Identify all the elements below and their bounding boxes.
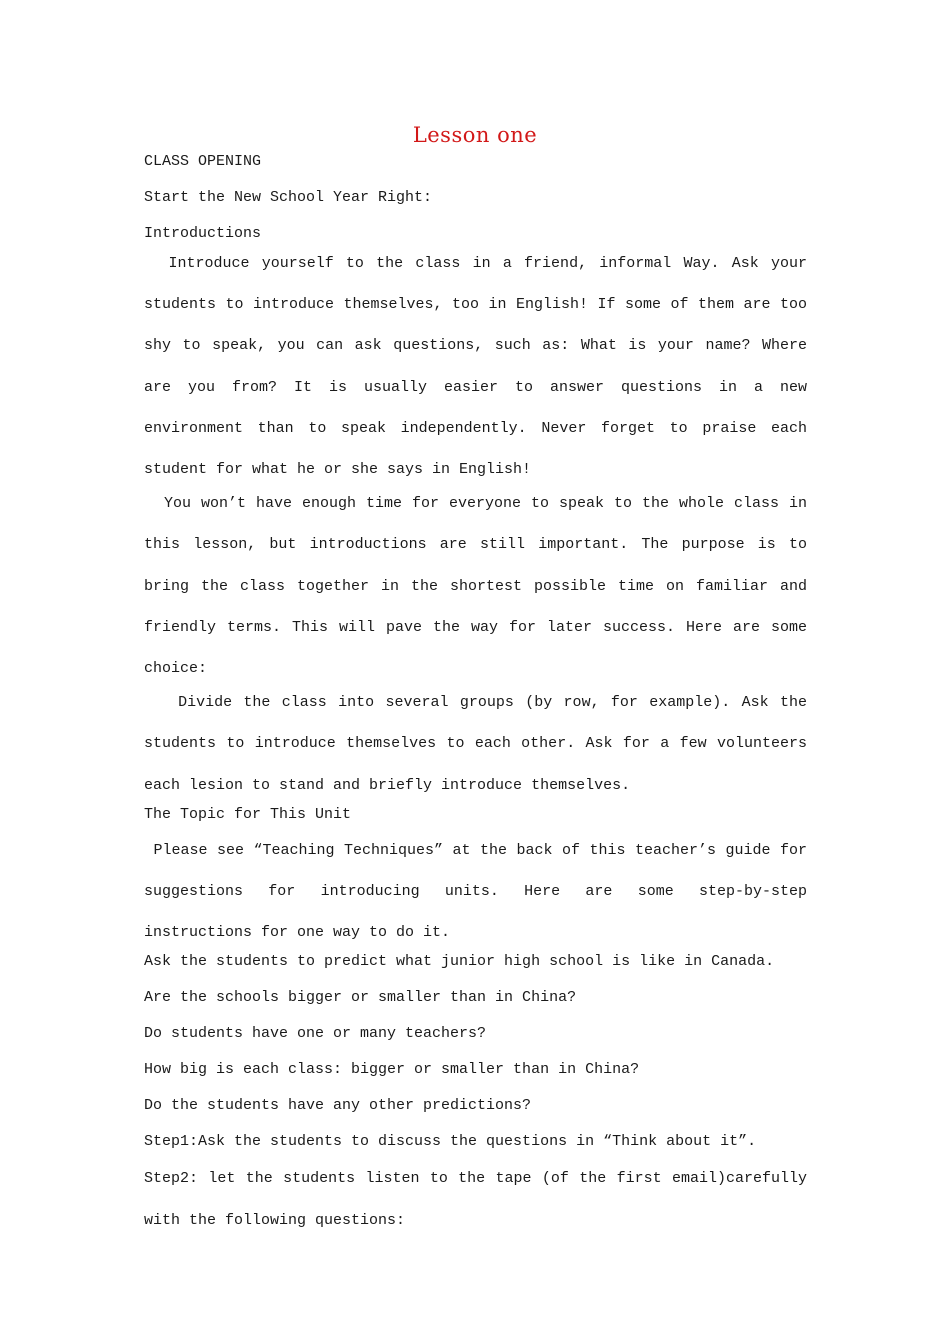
time-paragraph: You won’t have enough time for everyone to speak to the whole class in this lesson, but introductions are still important. The purpose is to bring the class together in the shortest possible time on familiar and friendly terms. This will pave the way for later success. Here are some choice: xyxy=(144,495,817,678)
introductions-heading: Introductions xyxy=(144,225,262,242)
teachers-line: Do students have one or many teachers? xyxy=(144,1025,487,1043)
step2-paragraph: Step2: let the students listen to the tape (of the first email)carefully with the following questions: xyxy=(144,1170,807,1229)
class-size-line: How big is each class: bigger or smaller than in China? xyxy=(144,1061,640,1079)
predict-line: Ask the students to predict what junior high school is like in Canada. xyxy=(144,953,775,971)
divide-paragraph: Divide the class into several groups (by row, for example). Ask the students to introduce themselves to each other. Ask for a few volunteers each lesion to stand and briefly introduce themselves. xyxy=(144,694,817,794)
step1-line: Step1:Ask the students to discuss the questions in “Think about it”. xyxy=(144,1133,757,1151)
document-body xyxy=(144,152,817,1245)
other-predictions-line: Do the students have any other predictions? xyxy=(144,1097,532,1115)
lesson-title: Lesson one xyxy=(412,123,538,147)
see-paragraph: Please see “Teaching Techniques” at the back of this teacher’s guide for suggestions for introducing units. Here are some step-by-step instructions for one way to do it. xyxy=(144,841,817,942)
topic-heading: The Topic for This Unit xyxy=(144,805,352,823)
schools-line: Are the schools bigger or smaller than in China? xyxy=(144,989,577,1007)
introduce-paragraph: Introduce yourself to the class in a friend, informal Way. Ask your students to introduce themselves, too in English! If some of them are too shy to speak, you can ask questions, such as: What is your name? Where are you from? It is usually easier to answer questions in a new environment than to speak independently. Never forget to praise each student for what he or she says in English! xyxy=(144,255,817,479)
start-school-year-heading: Start the New School Year Right: xyxy=(144,189,433,206)
class-opening-heading: CLASS OPENING xyxy=(144,153,262,170)
